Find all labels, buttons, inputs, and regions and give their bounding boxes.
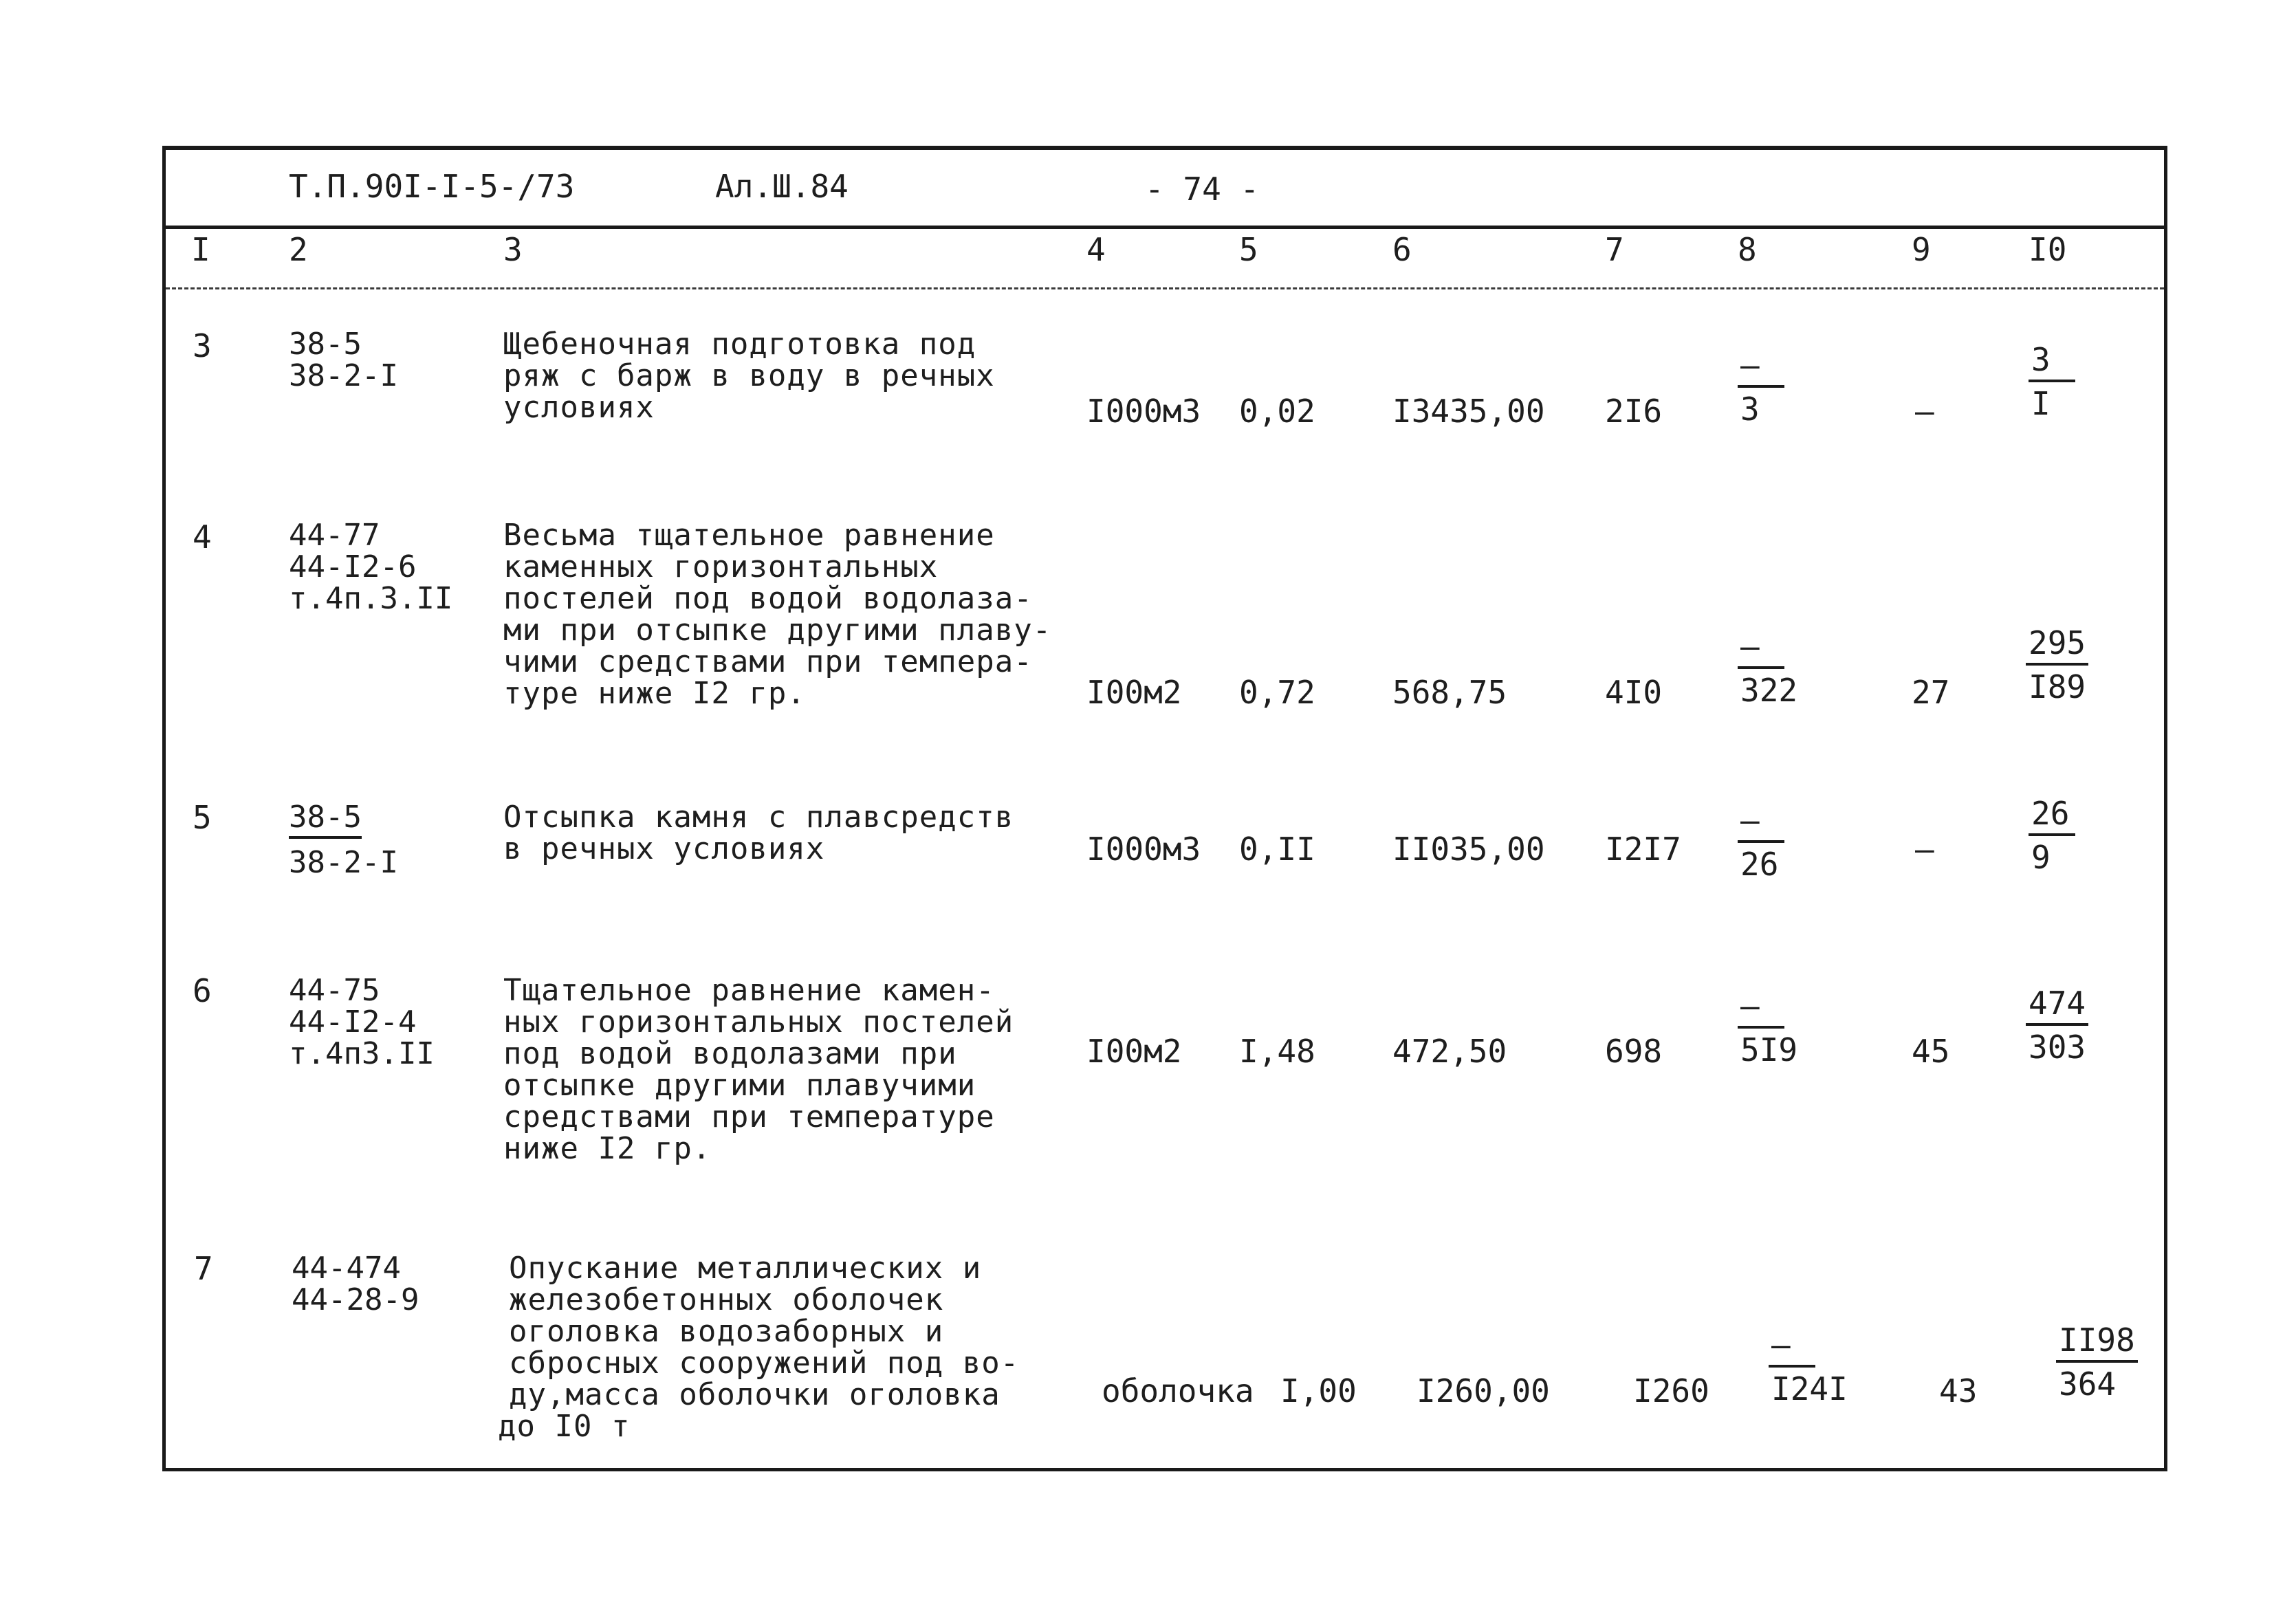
fraction-denominator: I89 bbox=[2029, 668, 2086, 705]
table-frame bbox=[162, 146, 2167, 1471]
norm-code: т.4п3.II bbox=[289, 1036, 435, 1071]
total-cost: 4I0 bbox=[1605, 674, 1663, 711]
column-9-value: 27 bbox=[1912, 674, 1950, 711]
work-description: Отсыпка камня с плавсредств bbox=[503, 800, 1014, 835]
fraction-numerator: – bbox=[1738, 804, 1784, 843]
fraction-numerator: 3 bbox=[2029, 344, 2075, 382]
total-cost: 698 bbox=[1605, 1033, 1663, 1070]
work-description: под водой водолазами при bbox=[503, 1036, 957, 1071]
fraction-denominator: I bbox=[2031, 385, 2051, 422]
work-description: ниже I2 гр. bbox=[503, 1131, 712, 1166]
work-description: сбросных сооружений под во- bbox=[509, 1346, 1020, 1381]
col-header-10: I0 bbox=[2029, 231, 2067, 268]
fraction-numerator: II98 bbox=[2056, 1324, 2138, 1363]
total-cost: 2I6 bbox=[1605, 393, 1663, 430]
work-description: Весьма тщательное равнение bbox=[503, 518, 995, 553]
work-description: Опускание металлических и bbox=[509, 1251, 982, 1286]
col-header-6: 6 bbox=[1392, 231, 1412, 268]
norm-code: 44-I2-4 bbox=[289, 1005, 417, 1040]
col-header-7: 7 bbox=[1605, 231, 1624, 268]
column-9-value: 43 bbox=[1939, 1372, 1978, 1409]
column-10-fraction bbox=[2026, 624, 2088, 705]
col-header-5: 5 bbox=[1239, 231, 1258, 268]
quantity: 0,II bbox=[1239, 831, 1315, 868]
fraction-numerator: – bbox=[1738, 990, 1784, 1029]
norm-code: 38-2-I bbox=[289, 358, 398, 393]
fraction-numerator: 474 bbox=[2026, 987, 2088, 1026]
work-description: ми при отсыпке другими плаву- bbox=[503, 613, 1052, 648]
fraction-denominator: 303 bbox=[2029, 1029, 2086, 1066]
work-description: ду,масса оболочки оголовка bbox=[509, 1377, 1001, 1412]
column-10-fraction bbox=[2029, 795, 2075, 876]
quantity: I,48 bbox=[1239, 1033, 1315, 1070]
work-description: условиях bbox=[503, 390, 655, 425]
col-header-9: 9 bbox=[1912, 231, 1931, 268]
norm-code: 38-5 bbox=[289, 327, 362, 362]
column-9-value: 45 bbox=[1912, 1033, 1950, 1070]
total-cost: I260 bbox=[1633, 1372, 1709, 1409]
fraction-denominator: 5I9 bbox=[1740, 1031, 1798, 1068]
total-cost: I2I7 bbox=[1605, 831, 1681, 868]
page-number: - 74 - bbox=[1145, 171, 1260, 208]
work-description: до I0 т bbox=[498, 1409, 631, 1444]
unit-price: II035,00 bbox=[1392, 831, 1545, 868]
work-description: отсыпке другими плавучими bbox=[503, 1068, 976, 1103]
fraction-numerator: 26 bbox=[2029, 798, 2075, 836]
norm-code: 38-5 bbox=[289, 802, 362, 839]
norm-code: 44-I2-6 bbox=[289, 549, 417, 584]
work-description: чими средствами при темпера- bbox=[503, 644, 1033, 679]
unit: I000м3 bbox=[1086, 393, 1201, 430]
work-description: каменных горизонтальных bbox=[503, 549, 939, 584]
col-header-8: 8 bbox=[1738, 231, 1757, 268]
column-numbers-divider bbox=[166, 287, 2164, 289]
column-10-fraction bbox=[2056, 1321, 2138, 1403]
unit: I000м3 bbox=[1086, 831, 1201, 868]
fraction-denominator: 3 bbox=[1740, 391, 1760, 428]
unit: I00м2 bbox=[1086, 1033, 1182, 1070]
quantity: 0,02 bbox=[1239, 393, 1315, 430]
fraction-denominator: 9 bbox=[2031, 839, 2051, 876]
work-description: оголовка водозаборных и bbox=[509, 1314, 944, 1349]
norm-code: 38-2-I bbox=[289, 845, 398, 880]
fraction-numerator: – bbox=[1738, 630, 1784, 669]
norm-code: 44-75 bbox=[289, 973, 380, 1008]
album-number: Ал.Ш.84 bbox=[715, 168, 849, 205]
work-description: ряж с барж в воду в речных bbox=[503, 358, 995, 393]
column-9-value: – bbox=[1915, 393, 1934, 430]
col-header-3: 3 bbox=[503, 231, 523, 268]
column-8-fraction bbox=[1738, 987, 1800, 1068]
row-number: 6 bbox=[193, 972, 212, 1009]
row-number: 3 bbox=[193, 327, 212, 364]
row-number: 4 bbox=[193, 518, 212, 556]
unit-price: I260,00 bbox=[1417, 1372, 1550, 1409]
col-header-1: I bbox=[191, 231, 210, 268]
header-divider bbox=[166, 226, 2164, 229]
column-8-fraction bbox=[1769, 1326, 1850, 1407]
unit-price: 568,75 bbox=[1392, 674, 1507, 711]
fraction-numerator: 295 bbox=[2026, 627, 2088, 666]
fraction-numerator: – bbox=[1769, 1329, 1815, 1368]
unit: оболочка bbox=[1102, 1372, 1254, 1409]
column-8-fraction bbox=[1738, 628, 1800, 709]
work-description: в речных условиях bbox=[503, 831, 825, 866]
quantity: 0,72 bbox=[1239, 674, 1315, 711]
fraction-denominator: 322 bbox=[1740, 672, 1798, 709]
norm-code: т.4п.3.II bbox=[289, 581, 453, 616]
row-number: 5 bbox=[193, 799, 212, 836]
fraction-denominator: I24I bbox=[1771, 1370, 1848, 1407]
work-description: железобетонных оболочек bbox=[509, 1282, 944, 1317]
column-8-fraction bbox=[1738, 802, 1784, 883]
norm-code: 44-28-9 bbox=[292, 1282, 419, 1317]
col-header-2: 2 bbox=[289, 231, 308, 268]
work-description: ных горизонтальных постелей bbox=[503, 1005, 1014, 1040]
column-8-fraction bbox=[1738, 347, 1784, 428]
quantity: I,00 bbox=[1280, 1372, 1357, 1409]
column-9-value: – bbox=[1915, 831, 1934, 868]
work-description: Тщательное равнение камен- bbox=[503, 973, 995, 1008]
fraction-denominator: 364 bbox=[2059, 1365, 2117, 1403]
work-description: Щебеночная подготовка под bbox=[503, 327, 976, 362]
norm-code: 44-77 bbox=[289, 518, 380, 553]
work-description: туре ниже I2 гр. bbox=[503, 676, 806, 711]
column-10-fraction bbox=[2029, 341, 2075, 422]
unit-price: 472,50 bbox=[1392, 1033, 1507, 1070]
norm-code: 44-474 bbox=[292, 1251, 401, 1286]
unit: I00м2 bbox=[1086, 674, 1182, 711]
doc-code: Т.П.90I-I-5-/73 bbox=[289, 168, 575, 205]
col-header-4: 4 bbox=[1086, 231, 1106, 268]
work-description: средствами при температуре bbox=[503, 1099, 995, 1134]
fraction-denominator: 26 bbox=[1740, 846, 1779, 883]
fraction-numerator: – bbox=[1738, 349, 1784, 388]
column-10-fraction bbox=[2026, 985, 2088, 1066]
unit-price: I3435,00 bbox=[1392, 393, 1545, 430]
row-number: 7 bbox=[194, 1250, 213, 1287]
work-description: постелей под водой водолаза- bbox=[503, 581, 1033, 616]
